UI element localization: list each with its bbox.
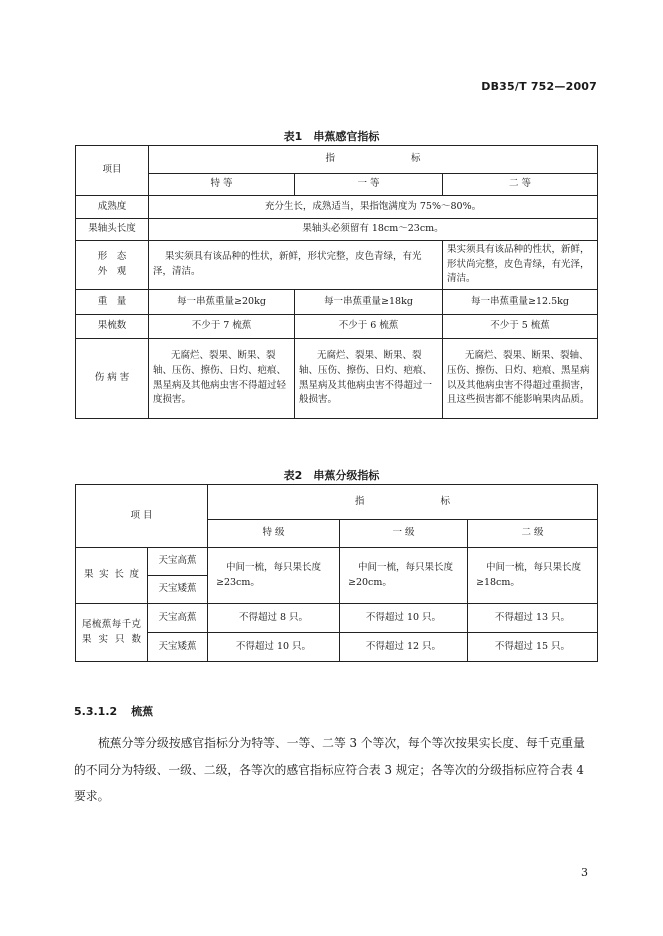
t1-row-appearance-second: 果实须具有该品种的性状，新鲜，形状尚完整，皮色青绿，有光泽，清洁。 [443, 241, 598, 290]
table2 [75, 484, 598, 662]
t2-count-tall-second: 不得超过 13 只。 [468, 604, 598, 633]
t1-row-axis-length-value: 果轴头必须留有 18cm～23cm。 [149, 219, 598, 241]
t1-row-hands-first: 不少于 6 梳蕉 [295, 315, 443, 339]
t1-row-damage-second: 无腐烂、裂果、断果、裂轴、压伤、擦伤、日灼、疤痕、黑星病以及其他病虫害不得超过重损害，且这些损害都不能影响果肉品质。 [443, 339, 598, 419]
t1-row-hands-special: 不少于 7 梳蕉 [149, 315, 295, 339]
t1-header-index: 指 标 [149, 146, 598, 174]
standard-code: DB35/T 752—2007 [481, 80, 597, 93]
t2-grade-special: 特 级 [208, 520, 340, 548]
t1-row-hands-second: 不少于 5 梳蕉 [443, 315, 598, 339]
t1-grade-special: 特 等 [149, 174, 295, 196]
t1-grade-first: 一 等 [295, 174, 443, 196]
t2-count-per-kg-label: 尾梳蕉每千克果实只数 [76, 604, 148, 662]
t1-row-appearance-label: 形 态 外 观 [76, 241, 149, 290]
t2-grade-first: 一 级 [340, 520, 468, 548]
t1-row-weight-label: 重 量 [76, 290, 149, 315]
table1-caption: 表1 串蕉感官指标 [283, 130, 380, 143]
t2-fruit-length-variety-dwarf: 天宝矮蕉 [148, 576, 208, 604]
t2-count-dwarf-second: 不得超过 15 只。 [468, 633, 598, 662]
t2-fruit-length-label: 果 实 长 度 [76, 548, 148, 604]
t2-count-variety-dwarf: 天宝矮蕉 [148, 633, 208, 662]
t2-fruit-length-variety-tall: 天宝高蕉 [148, 548, 208, 576]
table2-caption: 表2 串蕉分级指标 [283, 469, 380, 482]
body-paragraph: 梳蕉分等分级按感官指标分为特等、一等、二等 3 个等次，每个等次按果实长度、每千克重量的不同分为特级、一级、二级，各等次的感官指标应符合表 3 规定；各等次的分级指标应符合表 4 要求。 [74, 736, 585, 804]
t2-header-item: 项 目 [76, 485, 208, 548]
t1-row-damage-special: 无腐烂、裂果、断果、裂轴、压伤、擦伤、日灼、疤痕、黑星病及其他病虫害不得超过轻度损害。 [149, 339, 295, 419]
t1-header-item: 项目 [76, 146, 149, 196]
t2-count-tall-special: 不得超过 8 只。 [208, 604, 340, 633]
page-number: 3 [581, 866, 588, 879]
t2-fruit-length-special: 中间一梳，每只果长度≥23cm。 [208, 548, 340, 604]
section-number: 5.3.1.2 [74, 705, 118, 718]
t1-row-weight-second: 每一串蕉重量≥12.5kg [443, 290, 598, 315]
t1-row-appearance-special-first: 果实须具有该品种的性状，新鲜，形状完整，皮色青绿，有光泽，清洁。 [149, 241, 443, 290]
t2-count-dwarf-special: 不得超过 10 只。 [208, 633, 340, 662]
t1-row-axis-length-label: 果轴头长度 [76, 219, 149, 241]
t1-row-hands-label: 果梳数 [76, 315, 149, 339]
t1-row-maturity-value: 充分生长，成熟适当，果指饱满度为 75%～80%。 [149, 196, 598, 219]
section-heading [74, 703, 153, 719]
t2-count-tall-first: 不得超过 10 只。 [340, 604, 468, 633]
t1-row-damage-first: 无腐烂、裂果、断果、裂轴、压伤、擦伤、日灼、疤痕、黑星病及其他病虫害不得超过一般损害。 [295, 339, 443, 419]
t1-row-weight-first: 每一串蕉重量≥18kg [295, 290, 443, 315]
t2-fruit-length-second: 中间一梳，每只果长度≥18cm。 [468, 548, 598, 604]
t2-count-dwarf-first: 不得超过 12 只。 [340, 633, 468, 662]
t1-grade-second: 二 等 [443, 174, 598, 196]
t1-row-weight-special: 每一串蕉重量≥20kg [149, 290, 295, 315]
t1-row-maturity-label: 成熟度 [76, 196, 149, 219]
t2-grade-second: 二 级 [468, 520, 598, 548]
t2-fruit-length-first: 中间一梳，每只果长度≥20cm。 [340, 548, 468, 604]
section-title: 梳蕉 [131, 705, 154, 718]
t1-row-damage-label: 伤 病 害 [76, 339, 149, 419]
t2-header-index: 指 标 [208, 485, 598, 520]
t2-count-variety-tall: 天宝高蕉 [148, 604, 208, 633]
table1 [75, 145, 598, 419]
